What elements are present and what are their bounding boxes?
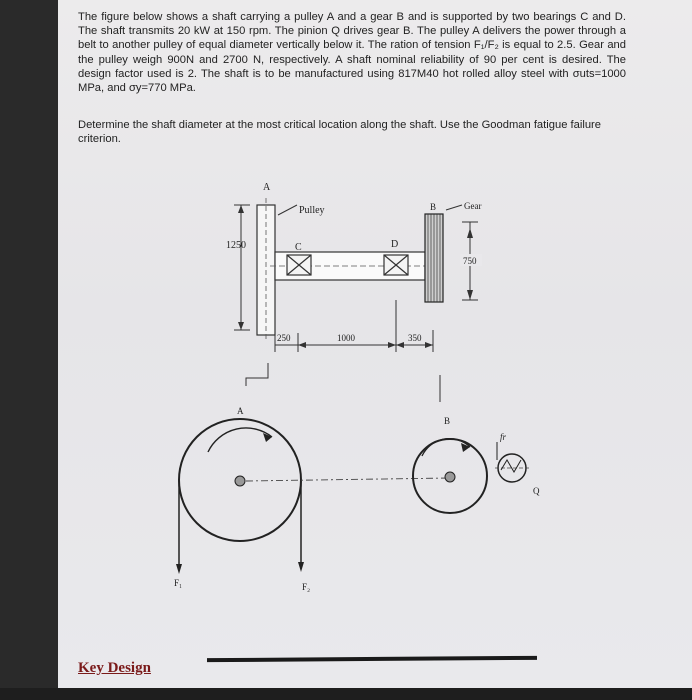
- bottom-shadow: [0, 688, 692, 700]
- label-a-front: A: [237, 406, 244, 416]
- dim-750-label: 750: [463, 256, 477, 266]
- task-suffix: Use the Goodman fatigue failure criterion.: [78, 119, 601, 146]
- label-gear: Gear: [464, 201, 482, 211]
- label-q: Q: [533, 486, 540, 496]
- pinion-q: [495, 442, 530, 482]
- gear-b-front: [413, 439, 487, 513]
- task-text: Determine the shaft diameter at the most critical location along the shaft.: [78, 119, 437, 131]
- dim-1000-label: 1000: [337, 333, 355, 343]
- gear-side: [425, 214, 443, 302]
- label-pulley: Pulley: [299, 205, 325, 216]
- label-f2: F₂: [302, 582, 311, 592]
- pulley-a-front: [179, 419, 301, 541]
- label-d: D: [391, 239, 399, 250]
- dim-1250-label: 1250: [226, 240, 246, 251]
- label-a-top: A: [263, 182, 271, 193]
- center-line: [246, 478, 450, 481]
- label-b-front: B: [444, 416, 451, 426]
- label-f1: F₁: [174, 578, 183, 588]
- key-design-heading: Key Design: [78, 660, 151, 676]
- label-b-top: B: [430, 202, 437, 212]
- bearing-c: [287, 255, 311, 275]
- label-c: C: [295, 242, 302, 253]
- bearing-d: [384, 255, 408, 275]
- problem-statement: The figure below shows a shaft carrying a pulley A and a gear B and is supported by two bearings C and D. The shaft transmits 20 kW at 150 rpm. The pinion Q drives gear B. The pulley A delivers the power through a belt to another pulley of equal diameter vertically below it. The ration of tension F₁/F₂ is equal to 2.5. Gear and the pulley weigh 900N and 2700 N, respectively. A shaft nominal reliability of 90 per cent is desired. The design factor used is 2. The shaft is to be manufactured using 817M40 hot rolled alloy steel with σuts=1000 MPa, and σy=770 MPa.: [78, 11, 626, 95]
- dim-350-label: 350: [408, 333, 422, 343]
- dim-250-label: 250: [277, 333, 291, 343]
- label-fr: fr: [500, 432, 507, 442]
